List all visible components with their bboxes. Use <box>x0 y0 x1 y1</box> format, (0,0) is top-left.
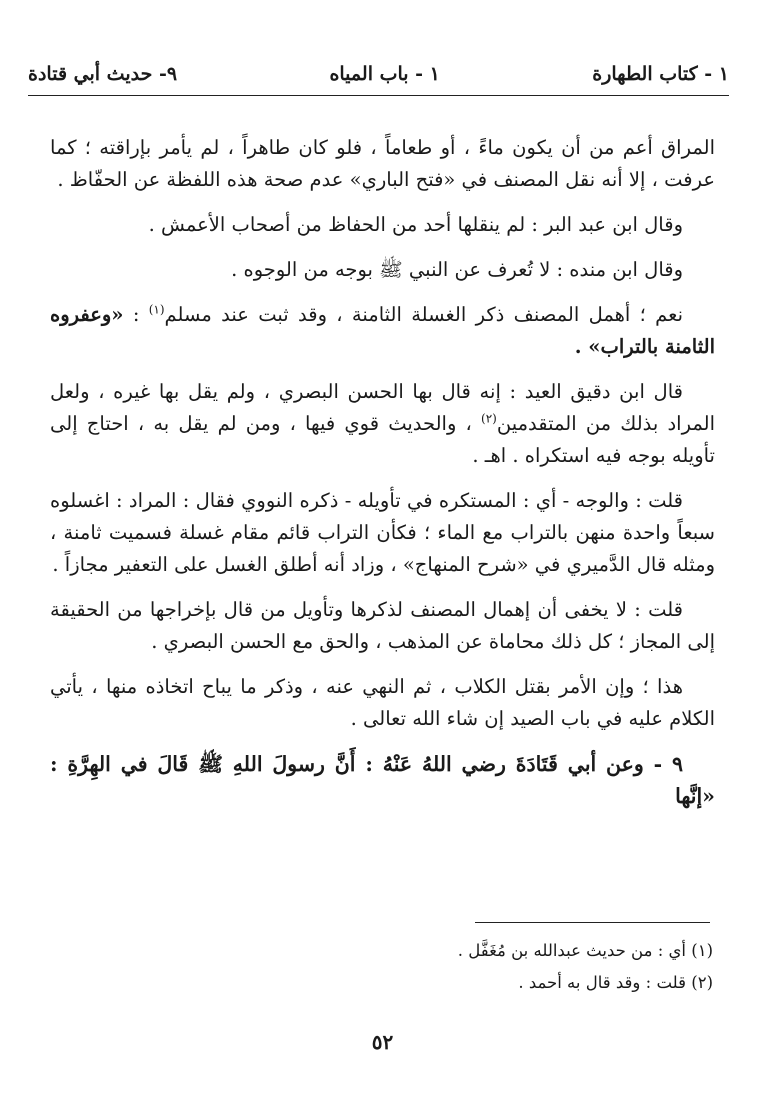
paragraph-text: قال ابن دقيق العيد : إنه قال بها الحسن البصري ، ولم يقل بها غيره ، ولعل المراد بذلك من المتقدمين <box>50 380 715 435</box>
paragraph: المراق أعم من أن يكون ماءً ، أو طعاماً ، فلو كان طاهراً ، لم يأمر بإراقته ؛ كما عرفت ، إلا أنه نقل المصنف في «فتح الباري» عدم صحة هذه اللفظة عن الحفّاظ . <box>50 136 715 191</box>
running-header <box>28 56 729 96</box>
paragraph-text: : <box>123 303 149 326</box>
header-hadith: ٩- حديث أبي قتادة <box>28 62 178 85</box>
paragraph <box>50 376 715 472</box>
main-text <box>50 132 715 825</box>
paragraph: قلت : والوجه - أي : المستكره في تأويله - ذكره النووي فقال : المراد : اغسلوه سبعاً واحدة منهن بالتراب مع الماء ؛ فكأن التراب قائم مقام غسلة فسميت ثامنة ، ومثله قال الدَّميري في «شرح المنهاج» ، وزاد أنه أطلق الغسل على التعفير مجازاً . <box>50 489 715 576</box>
footnote-marker: (٢) <box>481 411 497 426</box>
paragraph <box>50 299 715 363</box>
paragraph: قلت : لا يخفى أن إهمال المصنف لذكرها وتأويل من قال بإخراجها من الحقيقة إلى المجاز ؛ كل ذلك محاماة عن المذهب ، والحق مع الحسن البصري . <box>50 598 715 653</box>
footnote-divider <box>475 922 710 923</box>
paragraph-text: ، والحديث قوي فيها ، ومن لم يقل به ، احتاج إلى تأويله بوجه فيه استكراه . اهـ . <box>50 412 715 467</box>
paragraph: هذا ؛ وإن الأمر بقتل الكلاب ، ثم النهي عنه ، وذكر ما يباح اتخاذه منها ، يأتي الكلام عليه في باب الصيد إن شاء الله تعالى . <box>50 675 715 730</box>
paragraph: وقال ابن عبد البر : لم ينقلها أحد من الحفاظ من أصحاب الأعمش . <box>148 213 683 236</box>
paragraph: وقال ابن منده : لا تُعرف عن النبي ﷺ بوجه من الوجوه . <box>231 258 683 281</box>
footnote-marker: (١) <box>148 302 165 317</box>
header-section: ١ - باب المياه <box>329 62 440 85</box>
hadith-line: ٩ - وعن أبي قَتَادَةَ رضي اللهُ عَنْهُ : أَنَّ رسولَ اللهِ ﷺ قَالَ في الهِرَّةِ : «إنَّها <box>50 752 715 808</box>
hadith-quote: «وعفروه الثامنة بالتراب» . <box>50 303 715 358</box>
footnote: (١) أي : من حديث عبدالله بن مُغَفَّل . <box>457 941 713 960</box>
paragraph-text: نعم ؛ أهمل المصنف ذكر الغسلة الثامنة ، وقد ثبت عند مسلم <box>164 303 683 326</box>
footnotes <box>60 935 713 999</box>
page-number: ٥٢ <box>371 1030 394 1054</box>
header-chapter: ١ - كتاب الطهارة <box>592 62 729 85</box>
footnote: (٢) قلت : وقد قال به أحمد . <box>518 973 713 992</box>
